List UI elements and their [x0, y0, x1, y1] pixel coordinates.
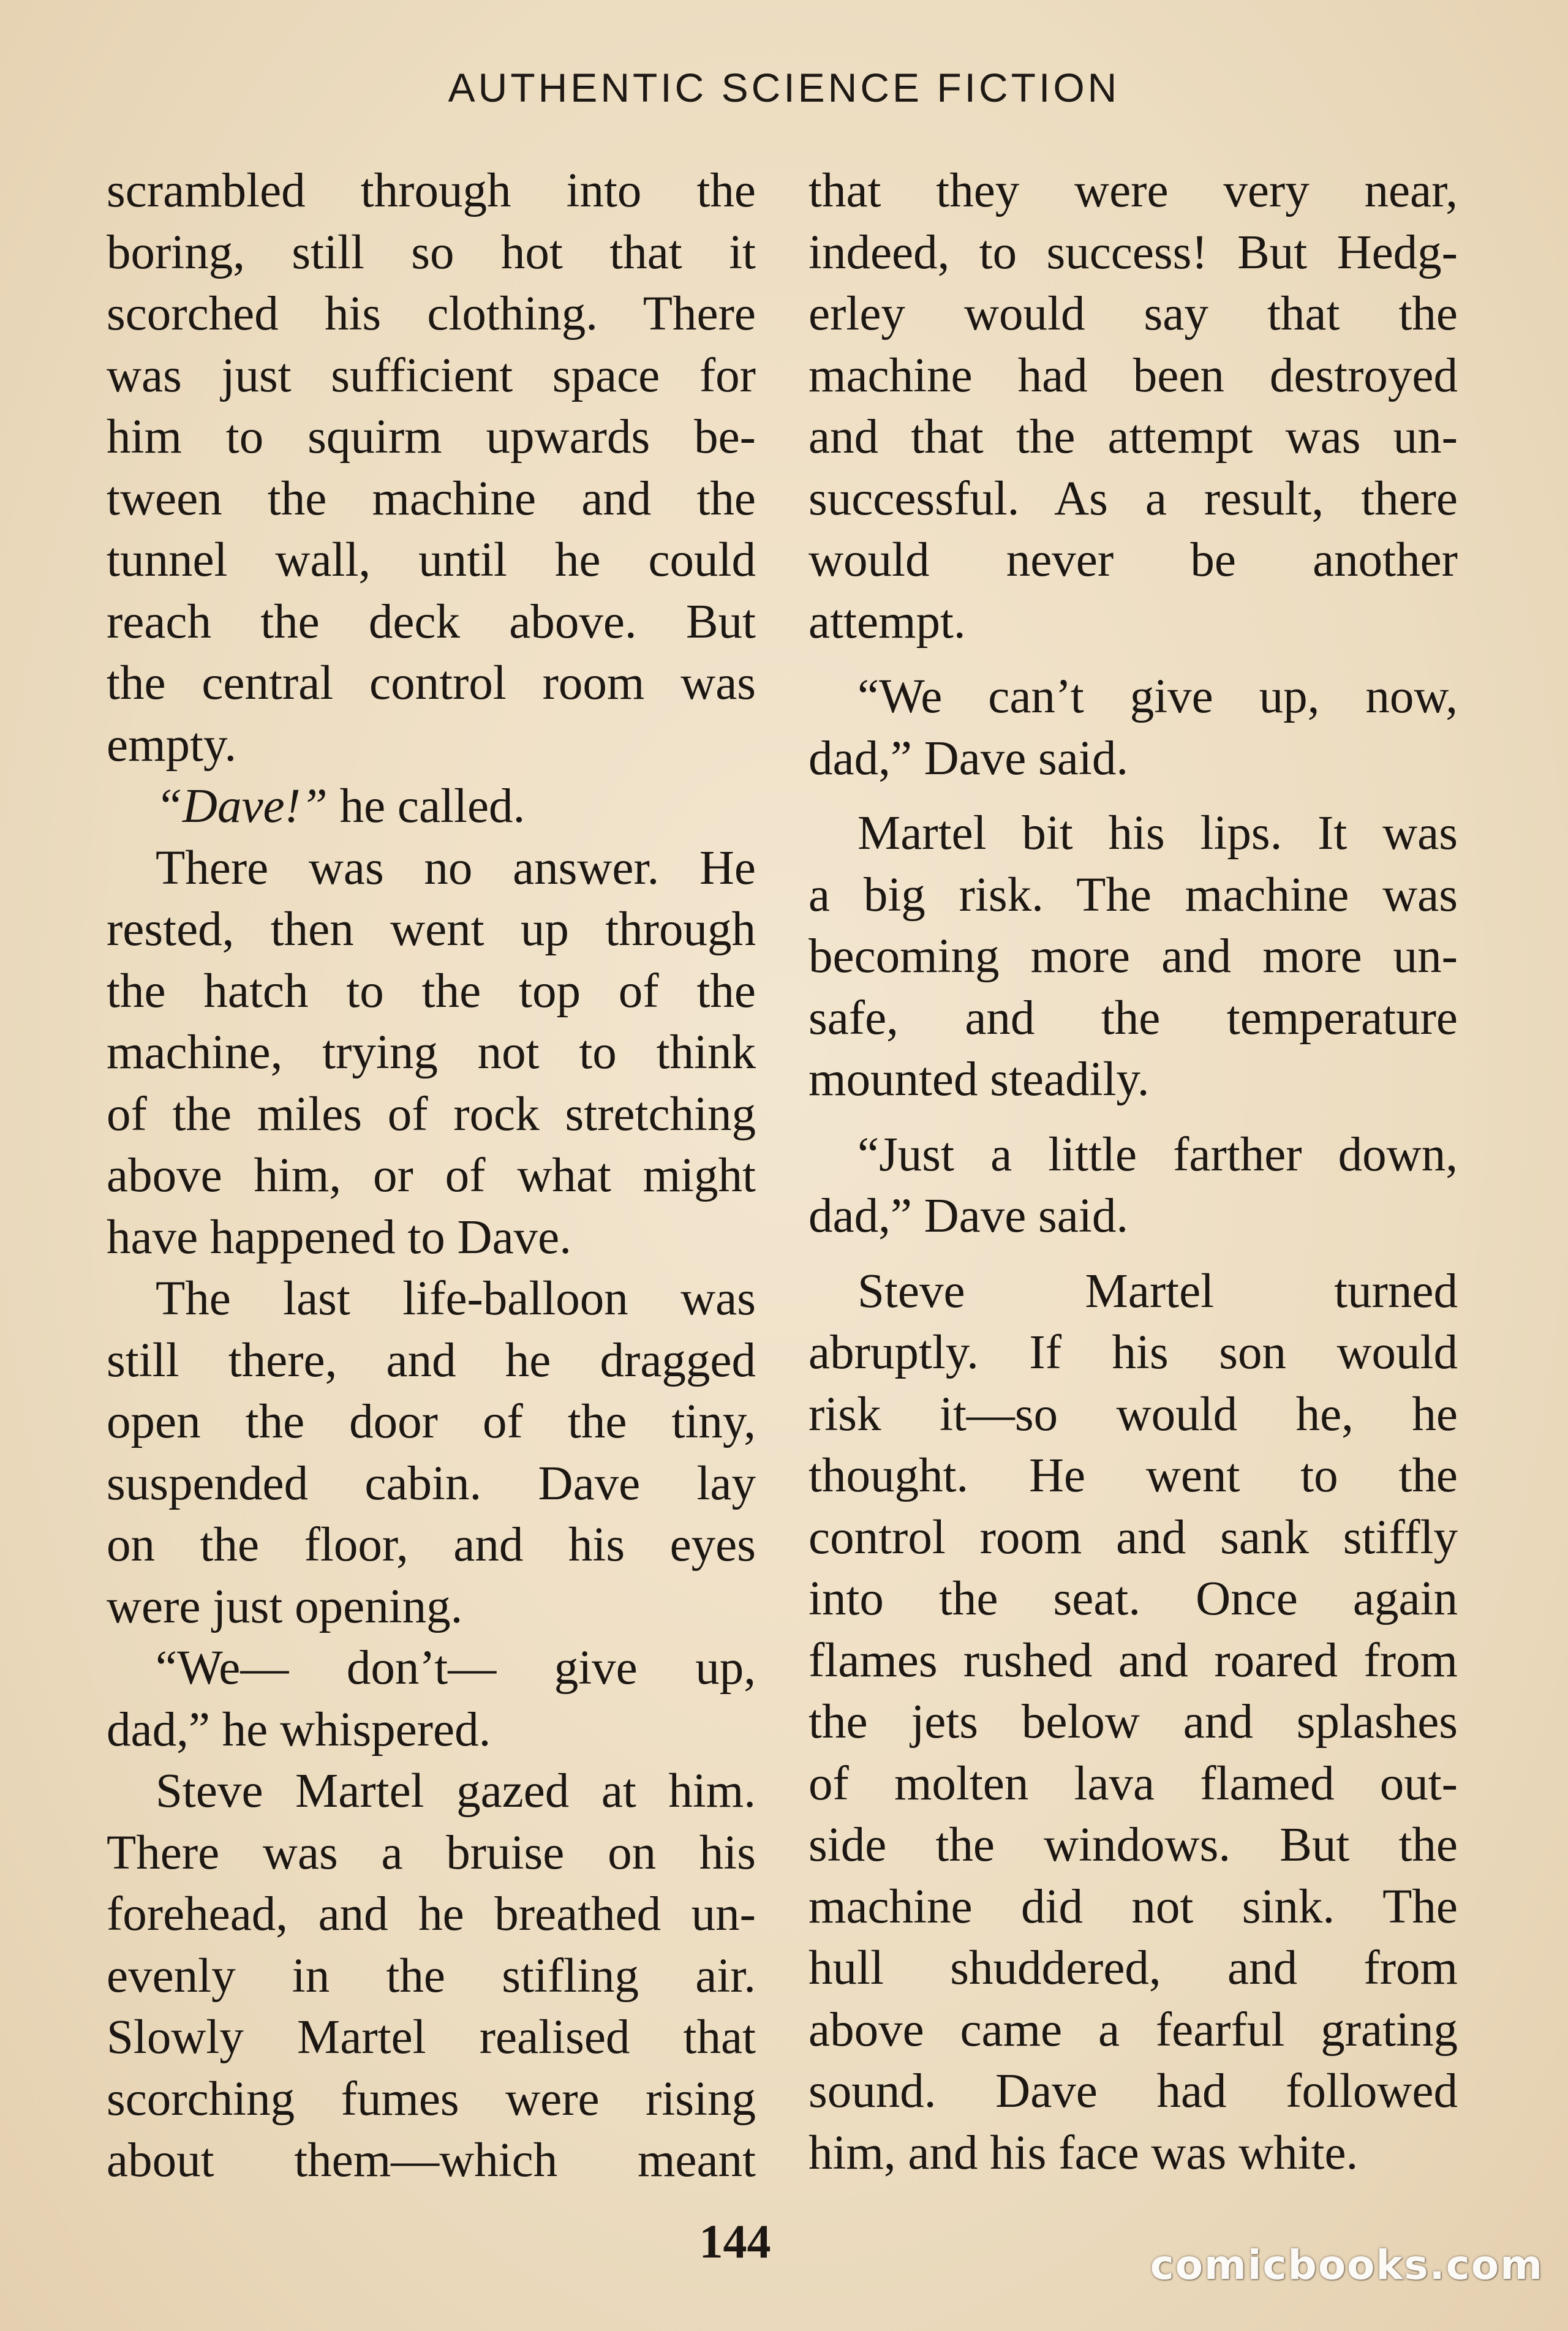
text-line: was just sufficient space for — [107, 348, 756, 402]
text-line: Martel bit his lips. It was — [858, 807, 1458, 860]
text-line: Steve Martel gazed at him. — [156, 1764, 756, 1818]
page-number: 144 — [699, 2215, 771, 2268]
text-line: empty. — [107, 718, 237, 772]
text-line: him, and his face was white. — [809, 2126, 1359, 2180]
text-line: machine had been destroyed — [809, 348, 1458, 402]
dialogue-line — [107, 776, 756, 838]
text-line: and that the attempt was un- — [809, 410, 1458, 464]
text-line: flames rushed and roared from — [809, 1633, 1458, 1687]
text-line: suspended cabin. Dave lay — [107, 1456, 756, 1510]
text-line: machine did not sink. The — [809, 1880, 1458, 1934]
text-line: the central control room was — [107, 657, 756, 710]
text-line: dad,” Dave said. — [809, 731, 1129, 785]
right-column — [809, 160, 1458, 2184]
running-title: AUTHENTIC SCIENCE FICTION — [448, 65, 1120, 110]
text-line: abruptly. If his son would — [809, 1326, 1458, 1379]
text-line: that they were very near, — [809, 164, 1458, 217]
text-line: above came a fearful grating — [809, 2003, 1458, 2057]
text-line: boring, still so hot that it — [107, 225, 756, 279]
text-line: indeed, to success! But Hedg- — [809, 225, 1458, 279]
text-line: Steve Martel turned — [858, 1264, 1458, 1318]
text-line: were just opening. — [107, 1580, 463, 1633]
left-column — [107, 160, 756, 2192]
text-line: scorching fumes were rising — [107, 2072, 756, 2126]
text-line: evenly in the stifling air. — [107, 1949, 756, 2003]
text-line: still there, and he dragged — [107, 1333, 756, 1387]
text-line: of the miles of rock stretching — [107, 1087, 756, 1141]
text-line: rested, then went up through — [107, 903, 756, 956]
text-line: risk it—so would he, he — [809, 1387, 1458, 1441]
dave-called-quote: “Dave!” — [156, 780, 328, 833]
text-line: a big risk. The machine was — [809, 868, 1458, 922]
text-line: control room and sank stiffly — [809, 1510, 1458, 1564]
text-line: safe, and the temperature — [809, 991, 1458, 1045]
text-line: sound. Dave had followed — [809, 2065, 1458, 2118]
text-line: erley would say that the — [809, 287, 1458, 341]
text-line: of molten lava flamed out- — [809, 1757, 1458, 1810]
text-line: machine, trying not to think — [107, 1026, 756, 1079]
text-line: The last life-balloon was — [156, 1272, 756, 1325]
text-line: becoming more and more un- — [809, 930, 1458, 983]
text-line: scorched his clothing. There — [107, 287, 756, 341]
text-line: him to squirm upwards be- — [107, 410, 756, 464]
text-line: the jets below and splashes — [809, 1695, 1458, 1749]
text-line: about them—which meant — [107, 2134, 756, 2187]
text-line: scrambled through into the — [107, 164, 756, 217]
text-line: above him, or of what might — [107, 1149, 756, 1202]
text-line: side the windows. But the — [809, 1818, 1458, 1872]
text-line: tween the machine and the — [107, 472, 756, 525]
text-line: reach the deck above. But — [107, 595, 756, 649]
text-line: tunnel wall, until he could — [107, 533, 756, 587]
text-line: thought. He went to the — [809, 1449, 1458, 1502]
text-line: There was a bruise on his — [107, 1826, 756, 1880]
dave-called-rest: he called. — [327, 780, 526, 833]
watermark-logo: comicbooks.com — [1150, 2242, 1544, 2289]
text-line: would never be another — [809, 533, 1458, 587]
text-line: “Just a little farther down, — [858, 1128, 1458, 1181]
text-line: the hatch to the top of the — [107, 964, 756, 1018]
text-line: attempt. — [809, 595, 966, 649]
text-line: dad,” he whispered. — [107, 1703, 491, 1757]
text-line: “We can’t give up, now, — [858, 670, 1458, 723]
text-line: forehead, and he breathed un- — [107, 1888, 756, 1941]
text-line: have happened to Dave. — [107, 1210, 571, 1264]
text-line: open the door of the tiny, — [107, 1395, 756, 1448]
text-line: dad,” Dave said. — [809, 1189, 1129, 1243]
text-line: into the seat. Once again — [809, 1572, 1458, 1625]
text-line: on the floor, and his eyes — [107, 1518, 756, 1572]
text-line: successful. As a result, there — [809, 472, 1458, 525]
text-line: mounted steadily. — [809, 1053, 1150, 1106]
text-line: Slowly Martel realised that — [107, 2011, 756, 2064]
text-line: “We— don’t— give up, — [156, 1641, 756, 1695]
text-line: hull shuddered, and from — [809, 1941, 1458, 1995]
text-line: There was no answer. He — [156, 841, 756, 895]
